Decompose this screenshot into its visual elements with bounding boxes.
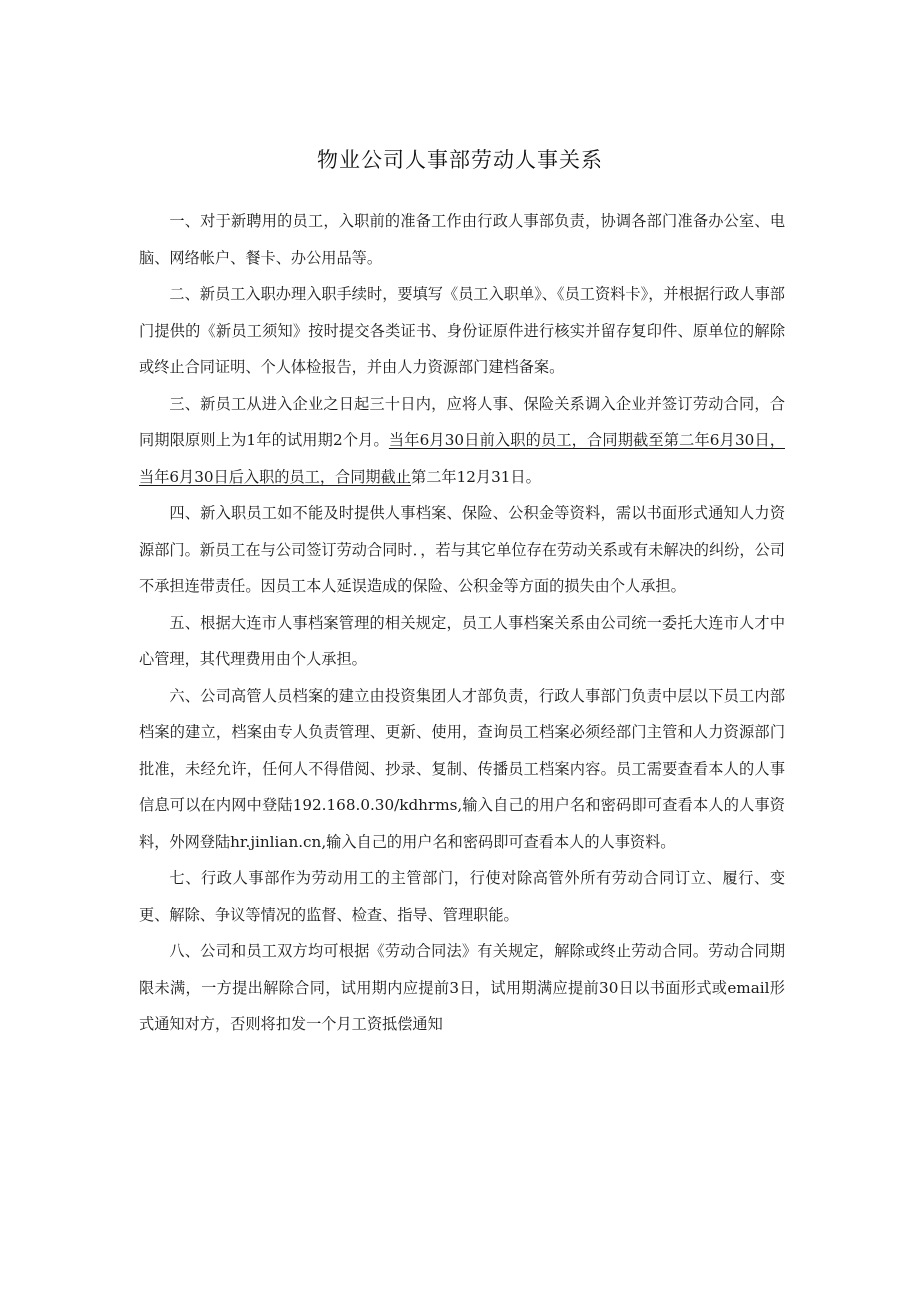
- paragraph-3-text-end: 第二年12月31日。: [411, 467, 541, 486]
- paragraph-3-underlined-text: 当年6月30日前入职的员工，合同期截至第二年6月30日，当年6月30日后入职的员工，合同期截止: [139, 431, 785, 486]
- paragraph-8: 八、公司和员工双方均可根据《劳动合同法》有关规定，解除或终止劳动合同。劳动合同期限未满，一方提出解除合同，试用期内应提前3日，试用期满应提前30日以书面形式或email形式通知对方，否则将扣发一个月工资抵偿通知: [139, 942, 785, 1033]
- document-body: [139, 203, 785, 1043]
- paragraph-6: 六、公司高管人员档案的建立由投资集团人才部负责，行政人事部门负责中层以下员工内部档案的建立，档案由专人负责管理、更新、使用，查询员工档案必须经部门主管和人力资源部门批准，未经允许，任何人不得借阅、抄录、复制、传播员工档案内容。员工需要查看本人的人事信息可以在内网中登陆192.168.0.30/kdhrms,输入自己的用户名和密码即可查看本人的人事资料，外网登陆hr.jinlian.cn,输入自己的用户名和密码即可查看本人的人事资料。: [139, 686, 785, 851]
- paragraph-4: 四、新入职员工如不能及时提供人事档案、保险、公积金等资料，需以书面形式通知人力资源部门。新员工在与公司签订劳动合同时．，若与其它单位存在劳动关系或有未解决的纠纷，公司不承担连带责任。因员工本人延误造成的保险、公积金等方面的损失由个人承担。: [139, 504, 785, 595]
- paragraph-1: 一、对于新聘用的员工，入职前的准备工作由行政人事部负责，协调各部门准备办公室、电脑、网络帐户、餐卡、办公用品等。: [139, 212, 785, 267]
- document-title: 物业公司人事部劳动人事关系: [317, 148, 603, 172]
- paragraph-7: 七、行政人事部作为劳动用工的主管部门，行使对除高管外所有劳动合同订立、履行、变更、解除、争议等情况的监督、检查、指导、管理职能。: [139, 869, 785, 924]
- paragraph-3: [139, 386, 785, 496]
- paragraph-5: 五、根据大连市人事档案管理的相关规定，员工人事档案关系由公司统一委托大连市人才中心管理，其代理费用由个人承担。: [139, 613, 785, 668]
- paragraph-2: 二、新员工入职办理入职手续时，要填写《员工入职单》、《员工资料卡》，并根据行政人事部门提供的《新员工须知》按时提交各类证书、身份证原件进行核实并留存复印件、原单位的解除或终止合同证明、个人体检报告，并由人力资源部门建档备案。: [139, 285, 785, 376]
- paragraph-3-text: 三、新员工从进入企业之日起三十日内，应将人事、保险关系调入企业并签订劳动合同，合同期限原则上为1年的试用期2个月。: [139, 394, 785, 449]
